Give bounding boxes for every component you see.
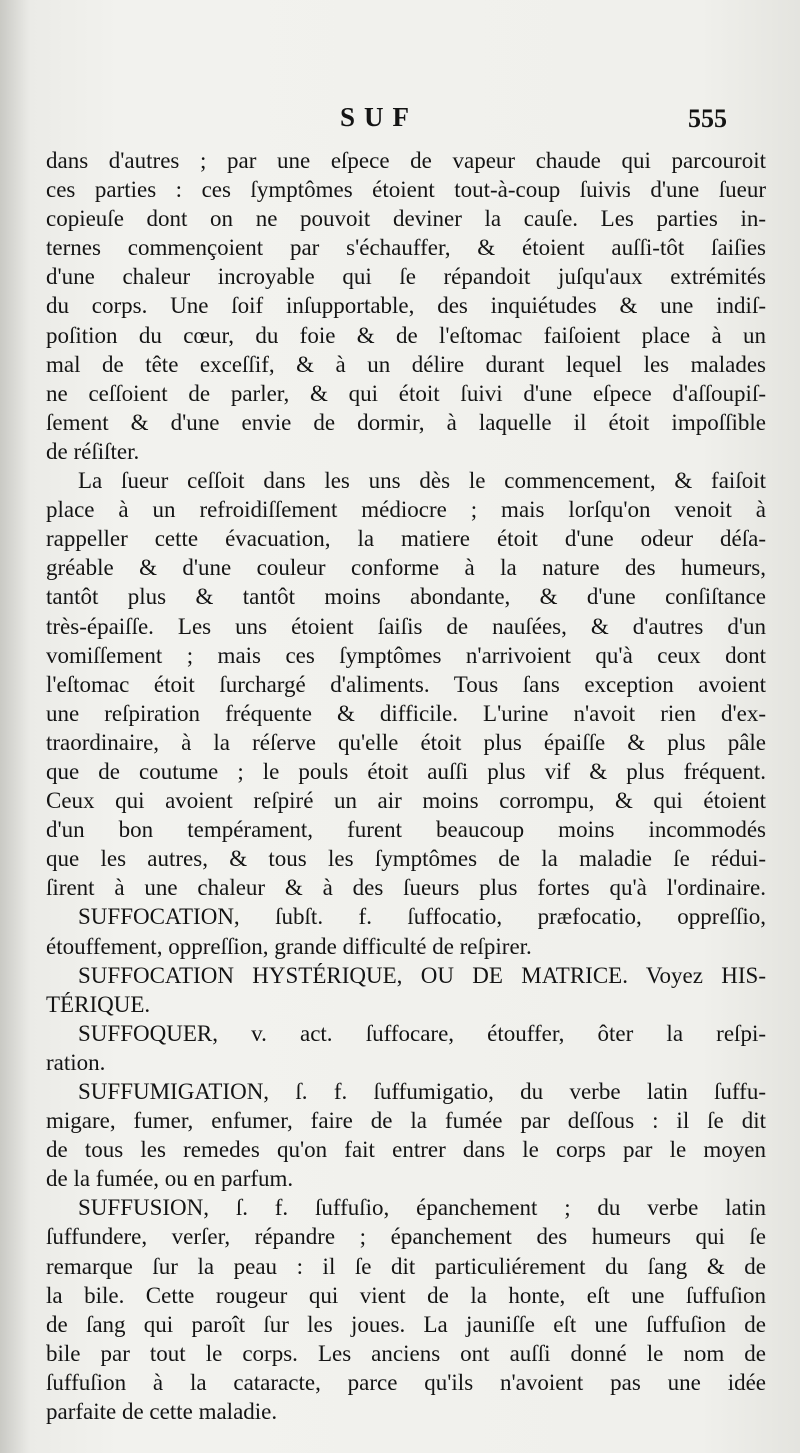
body-text bbox=[46, 146, 766, 1426]
text-line: traordinaire, à la réſerve qu'elle étoit plus épaiſſe & plus pâle bbox=[46, 729, 766, 755]
text-line: migare, fumer, enfumer, faire de la fumée par deſſous : il ſe dit bbox=[46, 1108, 766, 1134]
text-line: Ceux qui avoient reſpiré un air moins corrompu, & qui étoient bbox=[46, 788, 766, 814]
text-line: d'un bon tempérament, furent beaucoup moins incommodés bbox=[46, 817, 766, 843]
text-line: que les autres, & tous les ſymptômes de la maladie ſe rédui- bbox=[46, 846, 766, 872]
text-line: SUFFOCATION HYSTÉRIQUE, OU DE MATRICE. Voyez HIS- bbox=[78, 962, 766, 988]
text-line: mal de tête exceſſif, & à un délire durant lequel les malades bbox=[46, 351, 766, 377]
page-header bbox=[0, 100, 800, 140]
text-line: de réſiſter. bbox=[46, 438, 140, 464]
text-line: dans d'autres ; par une eſpece de vapeur chaude qui parcouroit bbox=[46, 148, 766, 173]
text-line: vomiſſement ; mais ces ſymptômes n'arrivoient qu'à ceux dont bbox=[46, 642, 766, 668]
page-number: 555 bbox=[688, 104, 727, 133]
text-line: d'une chaleur incroyable qui ſe répandoit juſqu'aux extrémités bbox=[46, 264, 766, 290]
text-line: très-épaiſſe. Les uns étoient ſaiſis de nauſées, & d'autres d'un bbox=[46, 613, 766, 639]
text-line: remarque ſur la peau : il ſe dit particuliérement du ſang & de bbox=[46, 1253, 766, 1279]
text-line: SUFFOQUER, v. act. ſuffocare, étouffer, ôter la reſpi- bbox=[78, 1020, 766, 1046]
text-line: SUFFUSION, ſ. f. ſuffuſio, épanchement ; du verbe latin bbox=[78, 1195, 766, 1221]
text-line: ſement & d'une envie de dormir, à laquelle il étoit impoſſible bbox=[46, 409, 766, 435]
text-line: parfaite de cette maladie. bbox=[46, 1399, 278, 1425]
text-line: l'eſtomac étoit ſurchargé d'aliments. Tous ſans exception avoient bbox=[46, 671, 766, 697]
text-line: SUFFUMIGATION, ſ. f. ſuffumigatio, du verbe latin ſuffu- bbox=[78, 1079, 766, 1104]
text-line: SUFFOCATION, ſubſt. f. ſuffocatio, præfocatio, oppreſſio, bbox=[78, 904, 766, 930]
text-line: une reſpiration fréquente & difficile. L'urine n'avoit rien d'ex- bbox=[46, 700, 766, 726]
text-line: La ſueur ceſſoit dans les uns dès le commencement, & faiſoit bbox=[78, 468, 766, 494]
text-line: rappeller cette évacuation, la matiere étoit d'une odeur déſa- bbox=[46, 526, 766, 552]
text-line: du corps. Une ſoif inſupportable, des inquiétudes & une indiſ- bbox=[46, 293, 766, 319]
text-line: bile par tout le corps. Les anciens ont auſſi donné le nom de bbox=[46, 1340, 766, 1366]
text-line: poſition du cœur, du foie & de l'eſtomac faiſoient place à un bbox=[46, 322, 766, 348]
text-line: ſuffuſion à la cataracte, parce qu'ils n'avoient pas une idée bbox=[46, 1369, 766, 1395]
text-line: ces parties : ces ſymptômes étoient tout-à-coup ſuivis d'une ſueur bbox=[46, 177, 766, 203]
text-line: ſirent à une chaleur & à des ſueurs plus fortes qu'à l'ordinaire. bbox=[46, 875, 766, 901]
text-line: de tous les remedes qu'on fait entrer dans le corps par le moyen bbox=[46, 1137, 766, 1163]
text-line: de la fumée, ou en parfum. bbox=[46, 1166, 294, 1192]
text-line: étouffement, oppreſſion, grande difficulté de reſpirer. bbox=[46, 933, 532, 959]
text-line: TÉRIQUE. bbox=[46, 991, 151, 1017]
text-line: place à un refroidiſſement médiocre ; mais lorſqu'on venoit à bbox=[46, 497, 766, 523]
text-line: gréable & d'une couleur conforme à la nature des humeurs, bbox=[46, 555, 766, 581]
running-head: SUF bbox=[340, 102, 419, 132]
text-line: de ſang qui paroît ſur les joues. La jauniſſe eſt une ſuffuſion de bbox=[46, 1311, 766, 1337]
text-line: ſuffundere, verſer, répandre ; épanchement des humeurs qui ſe bbox=[46, 1224, 766, 1250]
text-line: ration. bbox=[46, 1049, 106, 1075]
text-line: ternes commençoient par s'échauffer, & étoient auſſi-tôt ſaiſies bbox=[46, 235, 766, 261]
text-line: copieuſe dont on ne pouvoit deviner la cauſe. Les parties in- bbox=[46, 206, 766, 232]
text-line: que de coutume ; le pouls étoit auſſi plus vif & plus fréquent. bbox=[46, 758, 766, 784]
text-line: la bile. Cette rougeur qui vient de la honte, eſt une ſuffuſion bbox=[46, 1282, 766, 1308]
text-line: ne ceſſoient de parler, & qui étoit ſuivi d'une eſpece d'aſſoupiſ- bbox=[46, 380, 766, 406]
text-line: tantôt plus & tantôt moins abondante, & d'une conſiſtance bbox=[46, 584, 766, 610]
